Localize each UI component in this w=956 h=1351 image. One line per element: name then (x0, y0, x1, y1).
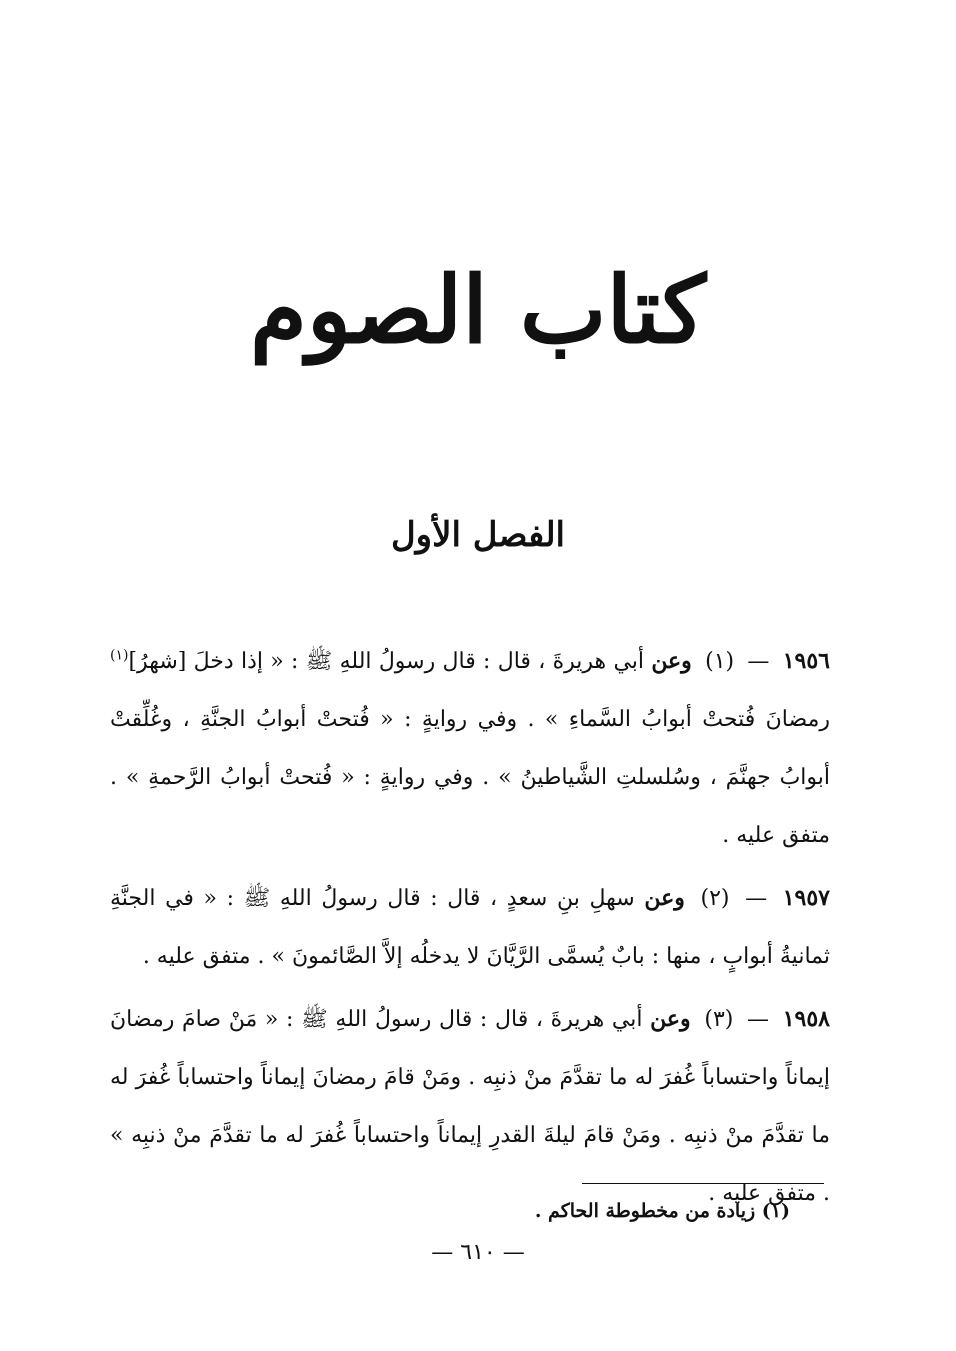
hadith-1956 (110, 632, 830, 865)
hadith-text-continued: رمضانَ فُتحتْ أبوابُ السَّماءِ » . وفي روايةٍ : « فُتحتْ أبوابُ الجنَّةِ ، وغُلِّقتْ أبوابُ جهنَّمَ ، وسُلسلتِ الشَّياطينُ » . وفي روايةٍ : « فُتحتْ أبوابُ الرَّحمةِ » . متفق عليه . (110, 707, 830, 848)
hadith-1957 (110, 869, 830, 986)
hadith-index: (٢) (700, 886, 730, 911)
narrator-intro: وعن (650, 1006, 691, 1032)
hadith-separator: — (747, 649, 770, 674)
narrator-intro: وعن (651, 648, 692, 674)
page-number: — ٦١٠ — (431, 1240, 525, 1265)
book-title: كتاب الصوم (249, 256, 707, 364)
hadith-number: ١٩٥٦ (782, 648, 830, 674)
hadith-text: أبي هريرةَ ، قال : قال رسولُ اللهِ ﷺ : « مَنْ صامَ رمضانَ إيماناً واحتساباً غُفرَ له ما تقدَّمَ منْ ذنبِه . ومَنْ قامَ رمضانَ إيماناً واحتساباً غُفرَ له ما تقدَّمَ منْ ذنبِه . ومَنْ قامَ ليلةَ القدرِ إيماناً واحتساباً غُفرَ له ما تقدَّمَ منْ ذنبِه » . متفق عليه . (110, 1007, 830, 1206)
footnote-marker: (١) (110, 647, 129, 664)
hadith-text: أبي هريرةَ ، قال : قال رسولُ اللهِ ﷺ : « إذا دخلَ [شهرُ] (128, 649, 645, 674)
hadith-list (110, 632, 830, 1227)
hadith-number: ١٩٥٧ (782, 885, 830, 911)
footnote: (١) زيادة من مخطوطة الحاكم . (534, 1200, 790, 1222)
hadith-text: سهلِ بنِ سعدٍ ، قال : قال رسولُ اللهِ ﷺ : « في الجنَّةِ ثمانيةُ أبوابٍ ، منها : بابٌ يُسمَّى الرَّيَّانَ لا يدخلُه إلاَّ الصَّائمونَ » . متفق عليه . (110, 886, 830, 969)
section-title: الفصل الأول (390, 515, 566, 555)
hadith-index: (٣) (704, 1007, 734, 1032)
hadith-separator: — (747, 1007, 770, 1032)
footnote-divider (582, 1183, 824, 1184)
narrator-intro: وعن (644, 885, 685, 911)
hadith-separator: — (745, 886, 768, 911)
hadith-index: (١) (705, 649, 735, 674)
hadith-1958 (110, 990, 830, 1223)
hadith-number: ١٩٥٨ (782, 1006, 830, 1032)
